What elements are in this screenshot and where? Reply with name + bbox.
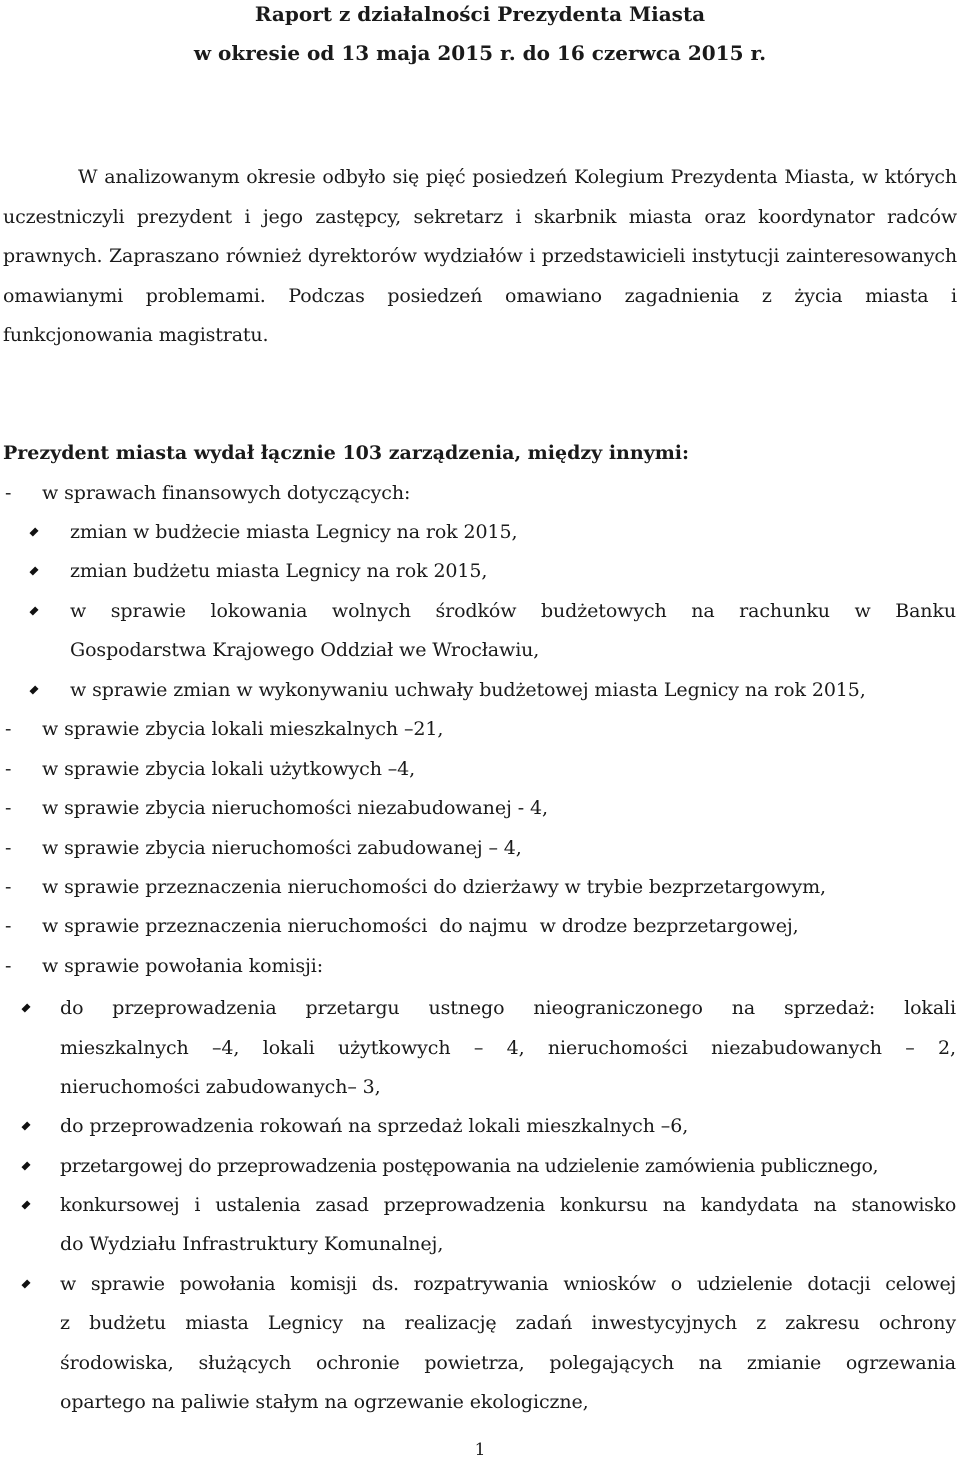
sub-item-commission-4-cont: do Wydziału Infrastruktury Komunalnej, xyxy=(60,1233,444,1255)
square-bullet-icon xyxy=(21,1121,30,1130)
list-item-7: w sprawie powołania komisji: xyxy=(42,955,324,977)
list-dash-marker: - xyxy=(5,482,12,504)
sub-item-commission-5: w sprawie powołania komisji ds. rozpatrywania wniosków o udzielenie dotacji celowej xyxy=(60,1273,956,1295)
square-bullet-icon xyxy=(21,1003,30,1012)
square-bullet-icon xyxy=(21,1200,30,1209)
sub-item-finance-4: w sprawie zmian w wykonywaniu uchwały budżetowej miasta Legnicy na rok 2015, xyxy=(70,679,866,701)
list-item-4: w sprawie zbycia nieruchomości zabudowanej – 4, xyxy=(42,837,522,859)
sub-item-finance-3: w sprawie lokowania wolnych środków budżetowych na rachunku w Banku xyxy=(70,600,956,622)
sub-item-commission-1-cont: mieszkalnych –4, lokali użytkowych – 4, nieruchomości niezabudowanych – 2, xyxy=(60,1037,956,1059)
sub-item-finance-1: zmian w budżecie miasta Legnicy na rok 2015, xyxy=(70,521,518,543)
list-item-3: w sprawie zbycia nieruchomości niezabudowanej - 4, xyxy=(42,797,548,819)
sub-item-commission-5-cont2: środowiska, służących ochronie powietrza, polegających na zmianie ogrzewania xyxy=(60,1352,956,1374)
section-heading: Prezydent miasta wydał łącznie 103 zarządzenia, między innymi: xyxy=(3,442,690,464)
sub-item-commission-1-cont2: nieruchomości zabudowanych– 3, xyxy=(60,1076,381,1098)
list-item-2: w sprawie zbycia lokali użytkowych –4, xyxy=(42,758,416,780)
sub-item-commission-5-cont: z budżetu miasta Legnicy na realizację zadań inwestycyjnych z zakresu ochrony xyxy=(60,1312,956,1334)
list-item-6: w sprawie przeznaczenia nieruchomości do najmu w drodze bezprzetargowej, xyxy=(42,915,799,937)
list-item-1: w sprawie zbycia lokali mieszkalnych –21, xyxy=(42,718,444,740)
report-title-line-1: Raport z działalności Prezydenta Miasta xyxy=(254,2,706,26)
sub-item-commission-5-cont3: opartego na paliwie stałym na ogrzewanie ekologiczne, xyxy=(60,1391,589,1413)
square-bullet-icon xyxy=(21,1161,30,1170)
list-dash-marker: - xyxy=(5,718,12,740)
sub-item-commission-1: do przeprowadzenia przetargu ustnego nieograniczonego na sprzedaż: lokali xyxy=(60,997,956,1019)
list-dash-marker: - xyxy=(5,837,12,859)
square-bullet-icon xyxy=(29,606,38,615)
list-dash-marker: - xyxy=(5,955,12,977)
square-bullet-icon xyxy=(21,1279,30,1288)
square-bullet-icon xyxy=(29,527,38,536)
list-dash-marker: - xyxy=(5,758,12,780)
sub-item-finance-2: zmian budżetu miasta Legnicy na rok 2015, xyxy=(70,560,488,582)
page-number: 1 xyxy=(474,1440,486,1460)
square-bullet-icon xyxy=(29,685,38,694)
list-dash-marker: - xyxy=(5,915,12,937)
sub-item-finance-3-cont: Gospodarstwa Krajowego Oddział we Wrocławiu, xyxy=(70,639,540,661)
sub-item-commission-3: przetargowej do przeprowadzenia postępowania na udzielenie zamówienia publicznego, xyxy=(60,1155,879,1177)
sub-item-commission-2: do przeprowadzenia rokowań na sprzedaż lokali mieszkalnych –6, xyxy=(60,1115,689,1137)
square-bullet-icon xyxy=(29,566,38,575)
list-item-finance: w sprawach finansowych dotyczących: xyxy=(42,482,411,504)
list-item-5: w sprawie przeznaczenia nieruchomości do dzierżawy w trybie bezprzetargowym, xyxy=(42,876,826,898)
report-title-line-2: w okresie od 13 maja 2015 r. do 16 czerwca 2015 r. xyxy=(193,41,767,65)
list-dash-marker: - xyxy=(5,876,12,898)
sub-item-commission-4: konkursowej i ustalenia zasad przeprowadzenia konkursu na kandydata na stanowisko xyxy=(60,1194,956,1216)
list-dash-marker: - xyxy=(5,797,12,819)
intro-paragraph: W analizowanym okresie odbyło się pięć posiedzeń Kolegium Prezydenta Miasta, w których uczestniczyli prezydent i jego zastępcy, sekretarz i skarbnik miasta oraz koordynator radców prawnych. Zapraszano również dyrektorów wydziałów i przedstawicieli instytucji zainteresowanych omawianymi problemami. Podczas posiedzeń omawiano zagadnienia z życia miasta i funkcjonowania magistratu. xyxy=(3,166,957,346)
